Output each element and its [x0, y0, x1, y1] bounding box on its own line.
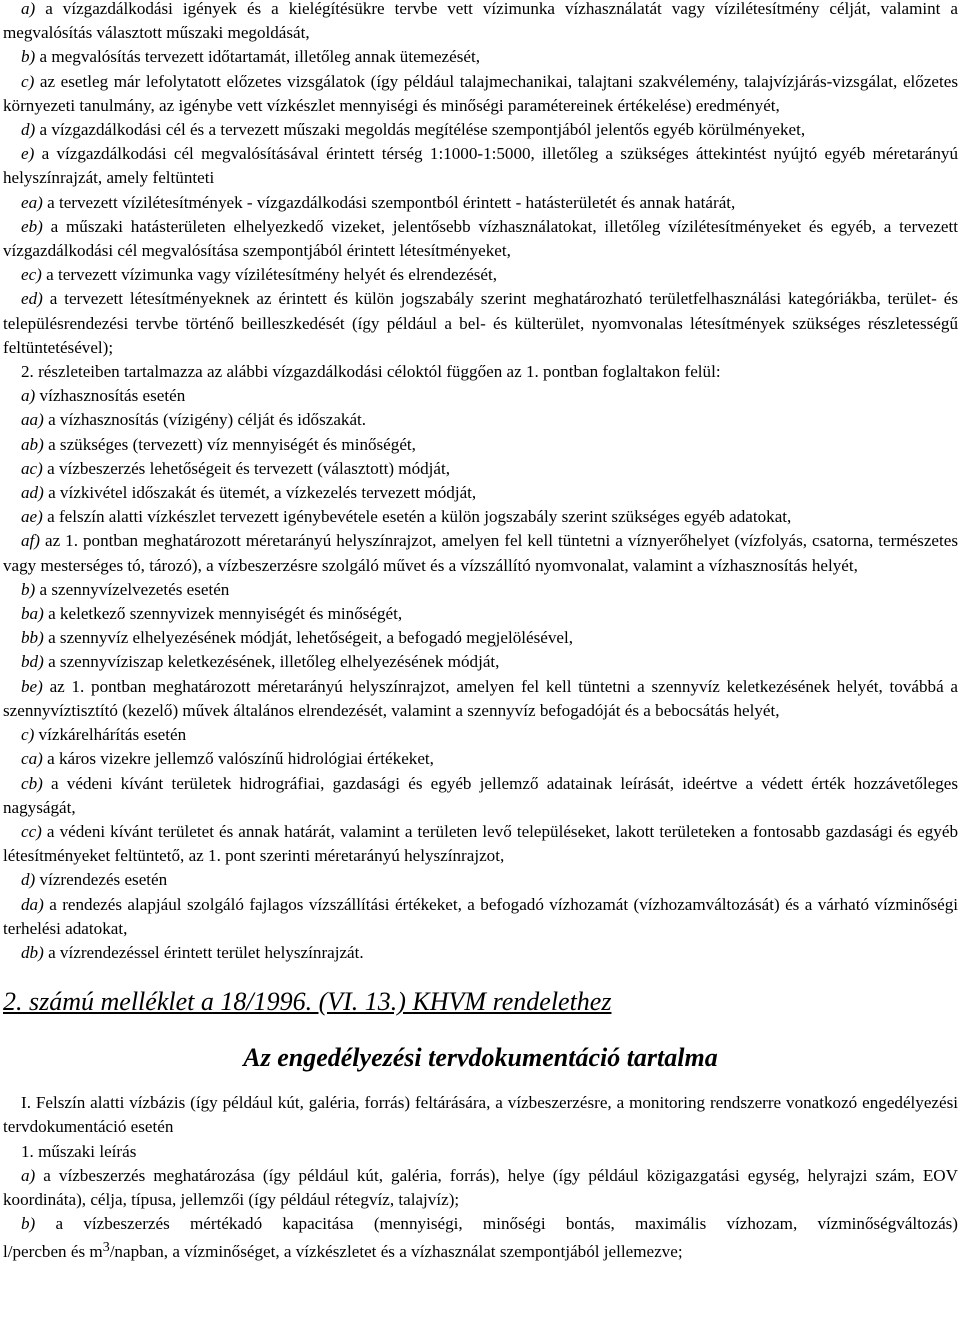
item-marker: af): [21, 531, 40, 551]
list-item: [3, 529, 958, 577]
section-spacer: [3, 965, 958, 987]
item-text: vízhasznosítás esetén: [35, 386, 186, 406]
document-body: [3, 0, 958, 1265]
document-title: Az engedélyezési tervdokumentáció tartalma: [243, 1043, 718, 1073]
item-marker: d): [21, 870, 36, 890]
list-item: [3, 481, 958, 505]
item-text: a keletkező szennyvizek mennyiségét és minőségét,: [43, 604, 403, 624]
item-text: a szükséges (tervezett) víz mennyiségét és minőségét,: [43, 434, 416, 454]
list-item: [3, 941, 958, 965]
item-text: a felszín alatti vízkészlet tervezett igénybevétele esetén a külön jogszabály szerint szükséges egyéb adatokat,: [42, 507, 792, 527]
list-item: [3, 602, 958, 626]
item-text: a vízgazdálkodási igények és a kielégítésükre tervbe vett vízimunka vízhasználatát vagy vízilétesítmény célját, valamint a megvalósítás választott műszaki megoldását,: [3, 0, 958, 43]
item-text: a tervezett vízilétesítmények - vízgazdálkodási szempontból érintett - hatásterületét és annak határát,: [42, 192, 736, 212]
list-item: [3, 650, 958, 674]
item-text: az 1. pontban meghatározott méretarányú helyszínrajzot, amelyen fel kell tüntetni a szennyvíz keletkezésének helyét, továbbá a szennyvíztisztító (kezelő) művek általános elrendezését, valamint a szennyvíz befogadóját és a bebocsátás helyét,: [3, 676, 958, 720]
list-item: [3, 408, 958, 432]
item-text: a szennyvízelvezetés esetén: [35, 579, 230, 599]
item-text: vízkárelhárítás esetén: [34, 725, 187, 745]
item-marker: ca): [21, 749, 43, 769]
item-text: a védeni kívánt területek hidrográfiai, gazdasági és egyéb jellemző adatainak leírását, ideértve a védett érték hozzávetőleges nagyságát,: [3, 773, 958, 817]
part-1-intro: I. Felszín alatti vízbázis (így például kút, galéria, forrás) feltárására, a vízbeszerzésre, a monitoring rendszerre vonatkozó engedélyezési tervdokumentáció esetén: [3, 1093, 958, 1137]
list-item: [3, 505, 958, 529]
item-marker: cb): [21, 773, 43, 793]
list-item: [3, 747, 958, 771]
item-text: a vízkivétel időszakát és ütemét, a vízkezelés tervezett módját,: [43, 483, 477, 503]
item-text: a vízbeszerzés lehetőségeit és tervezett (választott) módját,: [42, 458, 451, 478]
item-marker: b): [21, 1214, 36, 1234]
item-marker: e): [21, 144, 35, 164]
list-item: [3, 723, 958, 747]
item-marker: ae): [21, 507, 43, 527]
item-text: vízrendezés esetén: [35, 870, 168, 890]
list-item: [3, 118, 958, 142]
list-item: [3, 1164, 958, 1212]
list-item: [3, 142, 958, 190]
list-item: [3, 0, 958, 45]
list-item: [3, 820, 958, 868]
item-marker: ab): [21, 434, 44, 454]
item-text: a vízbeszerzés meghatározása (így például kút, galéria, forrás), helye (így például közigazgatási egység, helyrajzi szám, EOV koordináta), célja, típusa, jellemzői (így például rétegvíz, talajvíz);: [3, 1165, 958, 1209]
list-item: [3, 191, 958, 215]
item-text: a káros vizekre jellemző valószínű hidrológiai értékeket,: [42, 749, 434, 769]
unit-text: l/percben és m: [3, 1242, 103, 1262]
item-marker: db): [21, 942, 44, 962]
annex-heading: 2. számú melléklet a 18/1996. (VI. 13.) KHVM rendelethez: [3, 987, 612, 1017]
unit-text-rest: /napban, a vízminőséget, a vízkészletet és a vízhasználat szempontjából jellemezve;: [109, 1242, 683, 1262]
item-marker: eb): [21, 216, 43, 236]
unit-exponent: 3: [102, 1240, 110, 1256]
item-marker: bb): [21, 628, 44, 648]
item-text: a szennyvíziszap keletkezésének, illetőleg elhelyezésének módját,: [43, 652, 500, 672]
item-text: a megvalósítás tervezett időtartamát, illetőleg annak ütemezését,: [35, 47, 480, 67]
list-item-continuation: [3, 1240, 958, 1264]
item-marker: ad): [21, 483, 44, 503]
item-text: a vízgazdálkodási cél megvalósításával érintett térség 1:1000-1:5000, illetőleg a szükséges áttekintést nyújtó egyéb méretarányú helyszínrajzát, amely feltünteti: [3, 144, 958, 188]
item-marker: c): [21, 725, 35, 745]
item-text: a tervezett vízimunka vagy vízilétesítmény helyét és elrendezését,: [41, 265, 498, 285]
item-marker: a): [21, 386, 36, 406]
list-item: [3, 45, 958, 69]
part-1-subheading: 1. műszaki leírás: [21, 1141, 137, 1161]
item-marker: ba): [21, 604, 44, 624]
item-text: a vízbeszerzés mértékadó kapacitása (mennyiségi, minőségi bontás, maximális vízhozam, vízminőségváltozás): [35, 1214, 958, 1234]
list-item: [3, 675, 958, 723]
list-item: [3, 893, 958, 941]
list-item: [3, 1212, 958, 1236]
item-marker: b): [21, 47, 36, 67]
item-marker: da): [21, 894, 44, 914]
list-item: [3, 215, 958, 263]
list-item: [3, 287, 958, 360]
list-item: [3, 626, 958, 650]
item-marker: a): [21, 0, 36, 18]
item-text: a vízrendezéssel érintett terület helyszínrajzát.: [43, 942, 364, 962]
item-text: a szennyvíz elhelyezésének módját, lehetőségeit, a befogadó megjelölésével,: [43, 628, 574, 648]
list-item: [3, 772, 958, 820]
item-marker: ec): [21, 265, 42, 285]
list-item: [3, 433, 958, 457]
item-marker: b): [21, 579, 36, 599]
item-text: az 1. pontban meghatározott méretarányú helyszínrajzot, amelyen fel kell tüntetni a víznyerőhelyet (vízfolyás, csatorna, természetes vagy mesterséges tó, tározó), a vízbeszerzésre szolgáló művet és a vízszállító nyomvonalat, valamint a vízhasznosítás helyét,: [3, 531, 958, 575]
item-marker: a): [21, 1165, 36, 1185]
item-marker: be): [21, 676, 43, 696]
item-text: a vízhasznosítás (vízigény) célját és időszakát.: [43, 410, 367, 430]
list-item: [3, 384, 958, 408]
list-item: [3, 263, 958, 287]
item-marker: ac): [21, 458, 43, 478]
list-item: [3, 457, 958, 481]
item-text: a rendezés alapjául szolgáló fajlagos vízszállítási értékeket, a befogadó vízhozamát (vízhozamváltozását) és a várható vízminőségi terhelési adatokat,: [3, 894, 958, 938]
item-marker: aa): [21, 410, 44, 430]
item-marker: c): [21, 71, 35, 91]
list-item: [3, 70, 958, 118]
list-item: [3, 578, 958, 602]
item-text: a műszaki hatásterületen elhelyezkedő vizeket, jelentősebb vízhasználatokat, illetőleg vízilétesítményeket és egyéb, a tervezett vízgazdálkodási cél megvalósítása szempontjából érintett létesítményeket,: [3, 216, 958, 261]
point-2-intro: 2. részleteiben tartalmazza az alábbi vízgazdálkodási céloktól függően az 1. pontban foglaltakon felül:: [21, 362, 721, 382]
item-marker: cc): [21, 821, 42, 841]
item-text: a vízgazdálkodási cél és a tervezett műszaki megoldás megítélése szempontjából jelentős egyéb körülményeket,: [35, 120, 806, 140]
item-marker: ed): [21, 289, 43, 309]
item-marker: ea): [21, 192, 43, 212]
item-text: az esetleg már lefolytatott előzetes vizsgálatok (így például talajmechanikai, talajtani szakvélemény, talajvízjárás-vizsgálat, előzetes környezeti tanulmány, az igénybe vett vízkészlet mennyiségi és minőségi paramétereinek értékelése) eredményét,: [3, 71, 958, 115]
list-item: [3, 868, 958, 892]
item-text: a tervezett létesítményeknek az érintett és külön jogszabály szerint meghatározható területfelhasználási kategóriákba, terület- és településrendezési tervbe történő beilleszkedését (így például a bel- és külterület, nyomvonalas létesítmények szükséges részletességű feltüntetésével);: [3, 289, 958, 357]
item-text: a védeni kívánt területet és annak határát, valamint a területen levő településeket, lakott területeken a fontosabb gazdasági és egyéb létesítményeket feltüntető, az 1. pont szerinti méretarányú helyszínrajzot,: [3, 821, 958, 866]
item-marker: bd): [21, 652, 44, 672]
item-marker: d): [21, 120, 36, 140]
